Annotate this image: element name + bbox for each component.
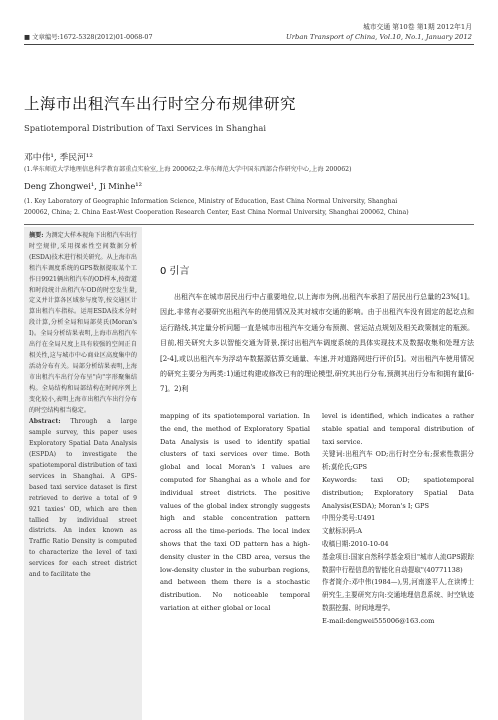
- article-number: ■ 文章编号:1672-5328(2012)01-0068-07: [24, 33, 153, 41]
- intro-paragraph: 出租汽车在城市居民出行中占重要地位,以上海市为例,出租汽车承担了居民出行总量的23%[1]。因此,非常有必要研究出租汽车的使用情况及其对城市交通的影响。由于出租汽车没有固定的起讫点和运行路线,其定量分析问题一直是城市出租汽车交通分布预测、营运站点规划及相关政策制定的瓶颈。目前,相关研究大多以智能交通为背景,探讨出租汽车调度系统的具体实现技术及数据收集和处理方法[2-4],或以出租汽车为浮动车数据源估算交通量、车速,并对道路网进行评价[5]。对出租汽车使用情况的研究主要分为两类:1)通过构建或修改已有的理论模型,研究其出行分布,预测其出行分布和拥有量[6-7]。2)利: [160, 293, 474, 394]
- affiliation-cn: (1.华东师范大学地理信息科学教育部重点实验室,上海 200062;2.华东师范大学中国东西部合作研究中心,上海 200062): [24, 166, 352, 173]
- article-metadata: [322, 410, 474, 628]
- affiliation-en: [24, 196, 484, 218]
- section-divider: [24, 224, 474, 225]
- abstract-en-label: Abstract:: [29, 418, 61, 426]
- journal-name-cn: 城市交通 第10卷 第1期 2012年1月: [362, 23, 472, 31]
- keywords-en: Keywords: taxi OD; spatiotemporal distribution; Exploratory Spatial Data Analysis(ESDA); Moran's I; GPS: [322, 475, 474, 510]
- abstract-cn-text: 为测定大样本视角下出租汽车出行时空规律,采用探索性空间数据分析(ESDA)技术进行相关研究。从上海市出租汽车调度系统的GPS数据提取某个工作日9921辆出租汽车的OD样本,按街道和时段统计出租汽车OD的时空发生量,定义并计算各区域参与度等,按交通区计算出租汽车指标。运用ESDA技术分时段计算,分析全局和局部莫氏(Moran's I)。全局分析结果表明,上海市出租汽车出行在全局尺度上具有较强的空间正自相关性,这与城市中心商业区高度集中的活动分布有关。局部分析结果表明,上海市出租汽车出行分布呈"向"字形聚集结构。全局结构和局部结构在时间序列上变化较小,表明上海市出租汽车出行分布的时空结构相当稳定。: [29, 232, 138, 414]
- header-rule: [24, 44, 474, 45]
- keywords-cn: 关键词:出租汽车 OD;出行时空分布;探索性数据分析;莫伦氏;GPS: [322, 450, 474, 472]
- authors-en: Deng Zhongwei¹, Ji Minhe¹²: [24, 181, 142, 191]
- abstract-en-text: Through a large sample survey, this paper uses Exploratory Spatial Data Analysis (ESPDA) to investigate the spatiotemporal distribution of taxi services in Shanghai. A GPS-based taxi service dataset is first retrieved to derive a total of 9 921 taxies' OD, which are then tallied by individual street districts. An index known as Traffic Ratio Density is computed to characterize the level of taxi services for each street district and to facilitate the: [29, 418, 137, 579]
- author-bio: 作者简介:邓中伟(1984—),男,河南遂平人,在读博士研究生,主要研究方向:交通地理信息系统、时空轨迹数据挖掘、时间地理学。: [322, 578, 474, 612]
- abstract-en: [29, 417, 137, 581]
- paper-title-cn: 上海市出租汽车出行时空分布规律研究: [24, 95, 297, 113]
- abstract-panel: [24, 227, 142, 720]
- authors-cn: 邓中伟¹, 季民河¹²: [24, 153, 93, 163]
- clc-number: 中图分类号:U491: [322, 514, 376, 523]
- paper-title-en: Spatiotemporal Distribution of Taxi Services in Shanghai: [24, 123, 267, 133]
- received-date: 收稿日期:2010-10-04: [322, 539, 389, 548]
- document-code: 文献标识码:A: [322, 527, 362, 536]
- fund-info: 基金项目:国家自然科学基金项目"城市人流GPS跟踪数据中行程信息的智能化自动提取"(40771138): [322, 552, 474, 574]
- abstract-cn-label: 摘要:: [29, 232, 44, 239]
- intro-heading: 0 引言: [160, 266, 190, 277]
- abstract-en-tail: level is identified, which indicates a rather stable spatial and temporal distribution of taxi service.: [322, 412, 474, 446]
- affiliation-en-line-2: 200062, China; 2. China East-West Cooperation Research Center, East China Normal University, Shanghai 200062, China): [24, 209, 409, 216]
- journal-name-en: Urban Transport of China, Vol.10, No.1, January 2012: [285, 33, 472, 41]
- abstract-cn: [29, 231, 137, 416]
- affiliation-en-line-1: (1. Key Laboratory of Geographic Information Science, Ministry of Education, East China Normal University, Shanghai: [24, 198, 398, 205]
- abstract-en-continued: mapping of its spatiotemporal variation. In the end, the method of Exploratory Spatial Data Analysis is used to identify spatial clusters of taxi services over time. Both global and local Moran's I values are computed for Shanghai as a whole and for individual street districts. The positive values of the global index strongly suggests high and stable concentration pattern across all the time-periods. The local index shows that the taxi OD pattern has a high-density cluster in the CBD area, versus the low-density cluster in the suburban regions, and between them there is a stochastic distribution. No noticeable temporal variation at either global or local: [160, 412, 310, 612]
- author-email: E-mail:dengwei555006@163.com: [322, 616, 435, 625]
